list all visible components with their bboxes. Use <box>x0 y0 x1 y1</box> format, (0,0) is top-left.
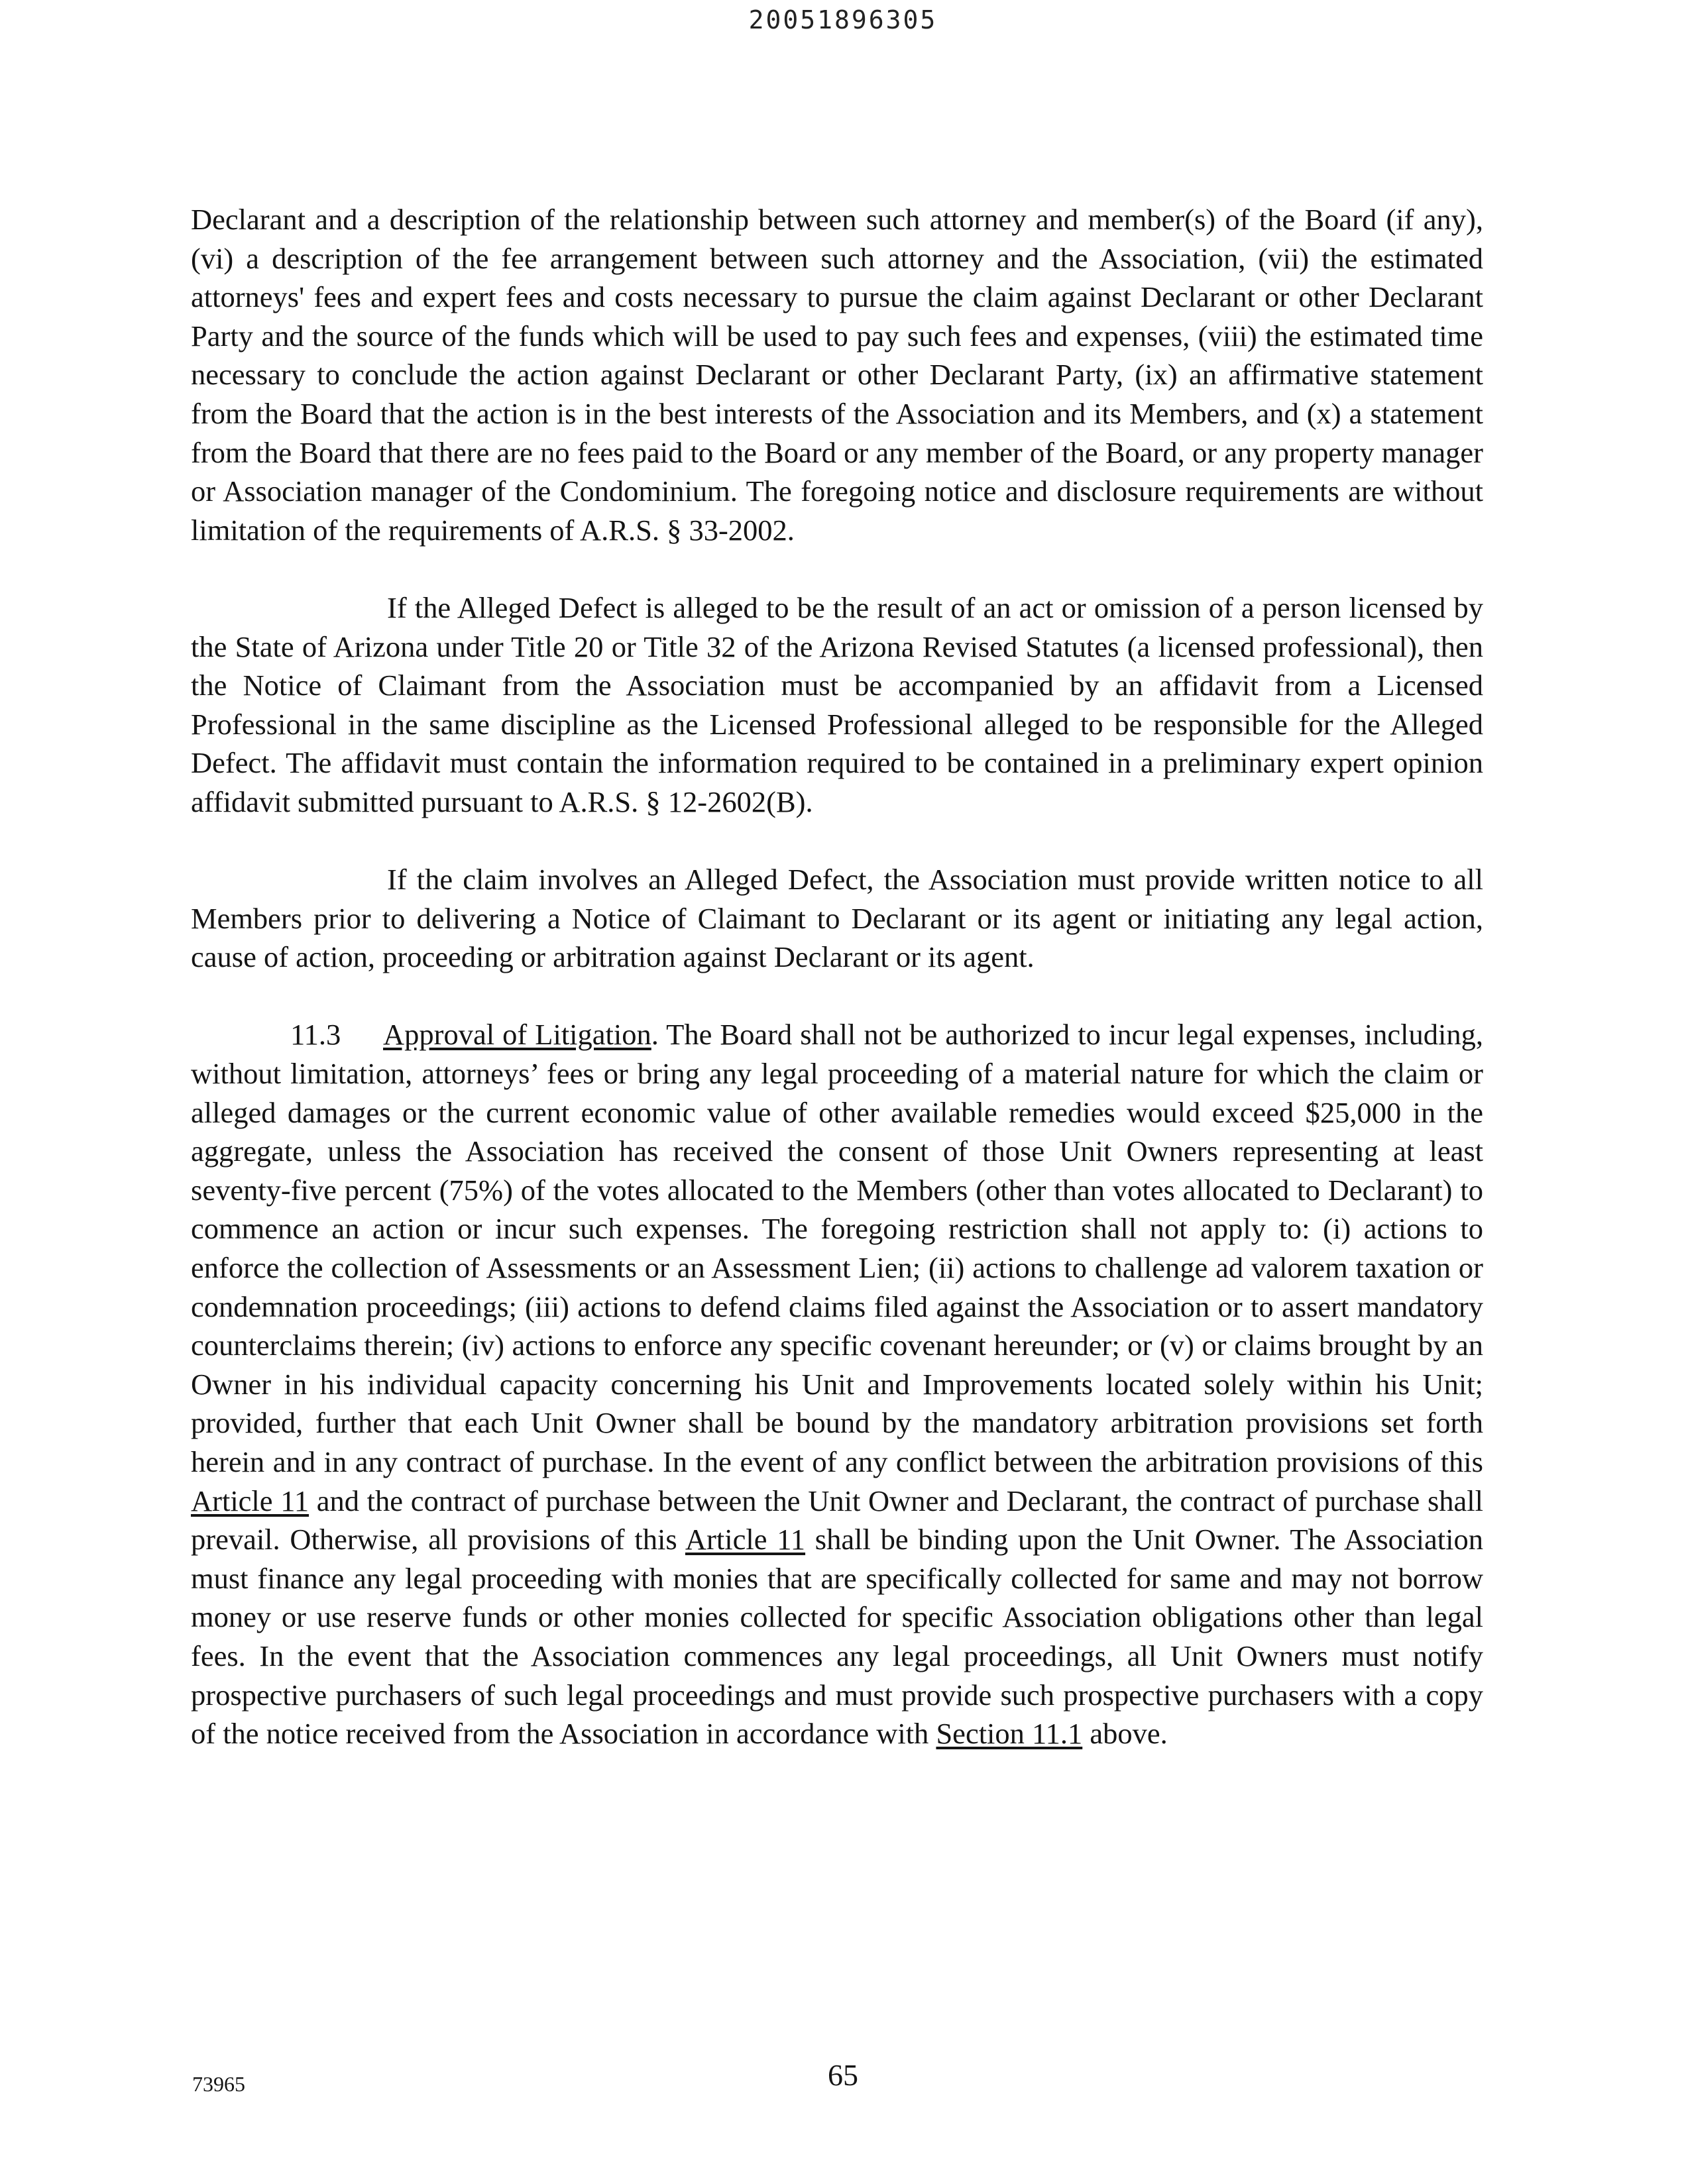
paragraph-licensed-professional: If the Alleged Defect is alleged to be the result of an act or omission of a person licensed by the State of Arizona under Title 20 or Title 32 of the Arizona Revised Statutes (a licensed professional), then the Notice of Claimant from the Association must be accompanied by an affidavit from a Licensed Professional in the same discipline as the Licensed Professional alleged to be responsible for the Alleged Defect. The affidavit must contain the information required to be contained in a preliminary expert opinion affidavit submitted pursuant to A.R.S. § 12-2602(B). <box>191 590 1483 818</box>
section-reference-link[interactable]: Section 11.1 <box>936 1717 1083 1751</box>
section-text-3: shall be binding upon the Unit Owner. The Association must finance any legal proceeding with monies that are specifically collected for same and may not borrow money or use reserve funds or other monies collected for specific Association obligations other than legal fees. In the event that the Association commences any legal proceedings, all Unit Owners must notify prospective purchasers of such legal proceedings and must provide such prospective purchasers with a copy of the notice received from the Association in accordance with <box>191 1523 1483 1751</box>
section-number: 11.3 <box>290 1018 341 1052</box>
section-11-3 <box>191 1015 1483 1753</box>
section-text-2: and the contract of purchase between the Unit Owner and Declarant, the contract of purchase shall prevail. Otherwise, all provisions of this <box>191 1484 1483 1556</box>
document-body <box>191 200 1483 1753</box>
paragraph-member-notice: If the claim involves an Alleged Defect, the Association must provide written notice to all Members prior to delivering a Notice of Claimant to Declarant or its agent or initiating any legal action, cause of action, proceeding or arbitration against Declarant or its agent. <box>191 863 1483 974</box>
recording-number: 20051896305 <box>748 5 938 34</box>
article-reference-link[interactable]: Article 11 <box>191 1484 309 1517</box>
page-number: 65 <box>828 2058 858 2092</box>
paragraph-continuation: Declarant and a description of the relationship between such attorney and member(s) of the Board (if any), (vi) a description of the fee arrangement between such attorney and the Association, (vii) the estimated attorneys' fees and expert fees and costs necessary to pursue the claim against Declarant or other Declarant Party and the source of the funds which will be used to pay such fees and expenses, (viii) the estimated time necessary to conclude the action against Declarant or other Declarant Party, (ix) an affirmative statement from the Board that the action is in the best interests of the Association and its Members, and (x) a statement from the Board that there are no fees paid to the Board or any member of the Board, or any property manager or Association manager of the Condominium. The foregoing notice and disclosure requirements are without limitation of the requirements of A.R.S. § 33-2002. <box>191 203 1483 547</box>
article-reference-link[interactable]: Article 11 <box>685 1523 806 1556</box>
section-text-1: . The Board shall not be authorized to incur legal expenses, including, without limitation, attorneys’ fees or bring any legal proceeding of a material nature for which the claim or alleged damages or the current economic value of other available remedies would exceed $25,000 in the aggregate, unless the Association has received the consent of those Unit Owners representing at least seventy-five percent (75%) of the votes allocated to the Members (other than votes allocated to Declarant) to commence an action or incur such expenses. The foregoing restriction shall not apply to: (i) actions to enforce the collection of Assessments or an Assessment Lien; (ii) actions to challenge ad valorem taxation or condemnation proceedings; (iii) actions to defend claims filed against the Association or to assert mandatory counterclaims therein; (iv) actions to enforce any specific covenant hereunder; or (v) or claims brought by an Owner in his individual capacity concerning his Unit and Improvements located solely within his Unit; provided, further that each Unit Owner shall be bound by the mandatory arbitration provisions set forth herein and in any contract of purchase. In the event of any conflict between the arbitration provisions of this <box>191 1018 1483 1478</box>
document-code: 73965 <box>192 2072 245 2096</box>
section-heading: Approval of Litigation <box>383 1018 651 1052</box>
section-text-4: above. <box>1082 1717 1168 1751</box>
